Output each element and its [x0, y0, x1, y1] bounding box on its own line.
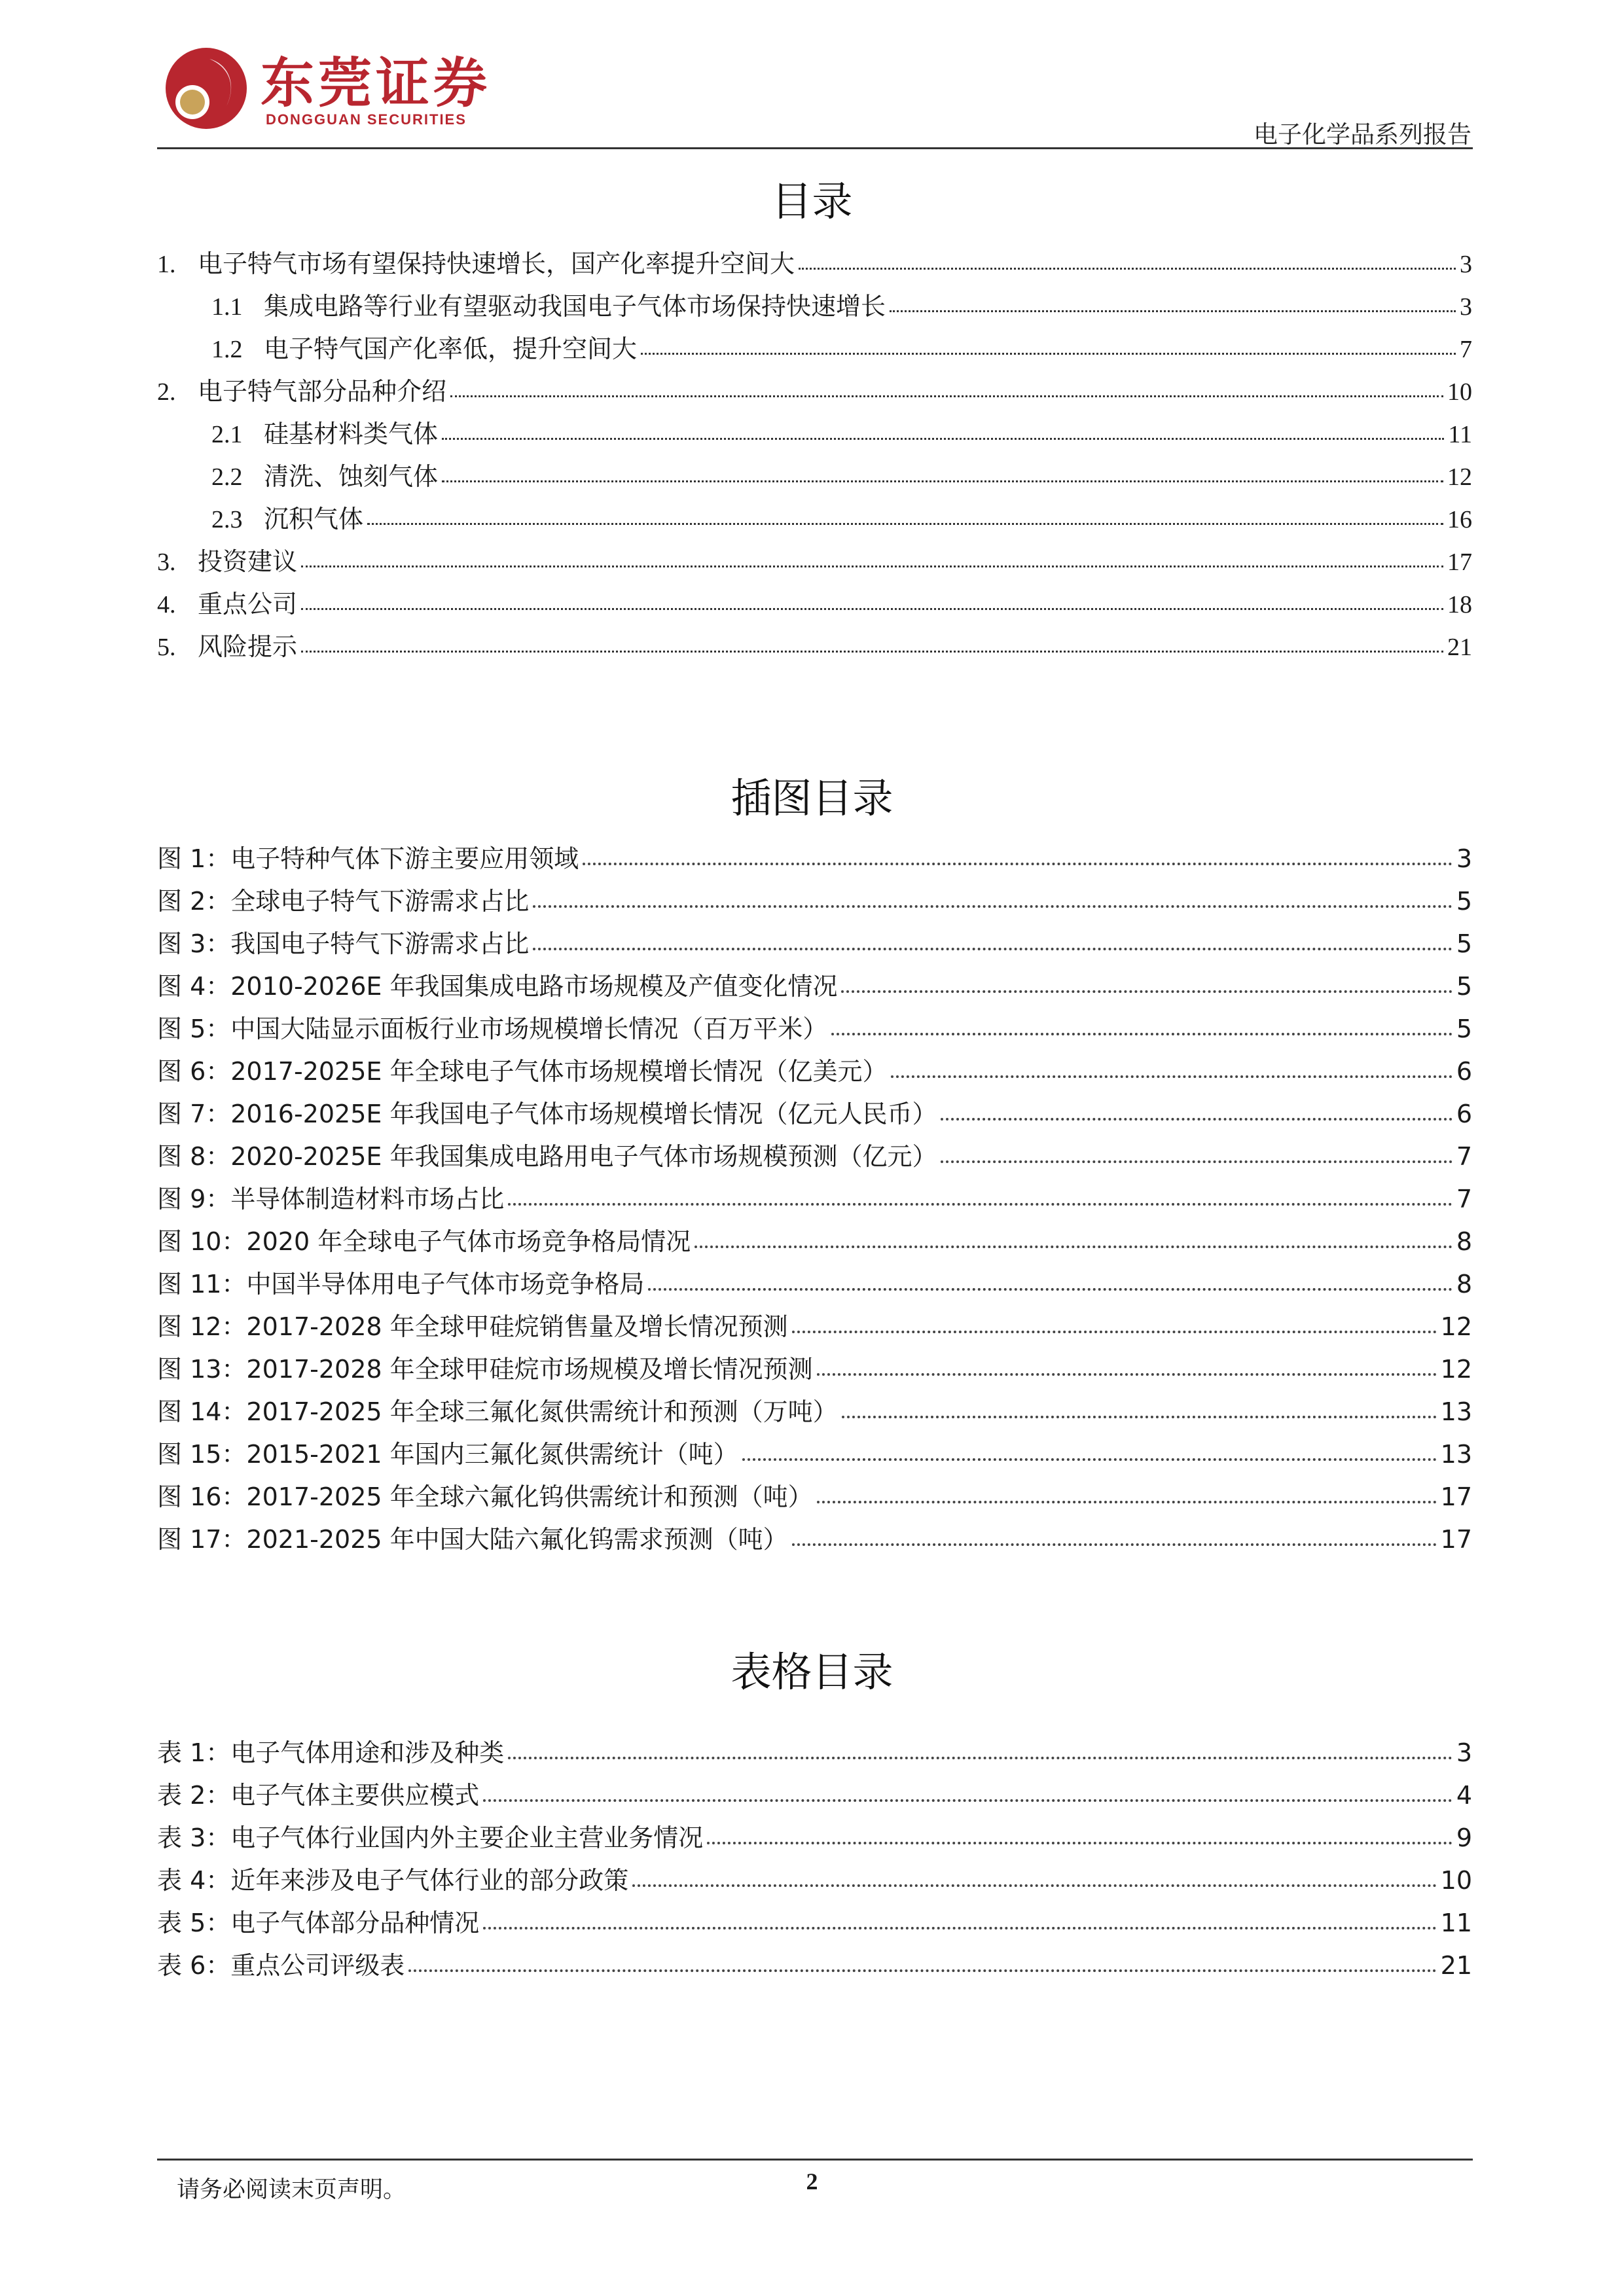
entry-page-number: 16: [1447, 506, 1472, 533]
dot-leader: [841, 970, 1452, 995]
entry-page-number: 8: [1456, 1270, 1472, 1299]
toc-entry[interactable]: [157, 371, 1472, 413]
entry-number: 4.: [157, 591, 176, 619]
dot-leader: [641, 332, 1456, 357]
entry-title: 图 15：2015-2021 年国内三氟化氮供需统计（吨）: [157, 1440, 738, 1469]
dot-leader: [533, 927, 1453, 952]
figure-entry[interactable]: [157, 1477, 1472, 1518]
entry-page-number: 3: [1460, 293, 1472, 321]
entry-title: 沉积气体: [264, 505, 364, 533]
entry-page-number: 3: [1460, 251, 1472, 278]
figure-entry[interactable]: [157, 1264, 1472, 1306]
entry-page-number: 9: [1456, 1823, 1472, 1852]
entry-page-number: 17: [1447, 548, 1472, 576]
entry-number: 1.1: [211, 293, 243, 321]
entry-title: 图 6：2017-2025E 年全球电子气体市场规模增长情况（亿美元）: [157, 1057, 888, 1086]
figures-title: 插图目录: [731, 774, 893, 822]
figure-entry[interactable]: [157, 924, 1472, 965]
entry-page-number: 5: [1456, 1014, 1472, 1043]
header-divider: [157, 147, 1473, 149]
table-entry[interactable]: [157, 1945, 1472, 1987]
entry-title: 重点公司: [198, 590, 298, 619]
dot-leader: [632, 1864, 1436, 1889]
entry-title: 图 8：2020-2025E 年我国集成电路用电子气体市场规模预测（亿元）: [157, 1142, 937, 1171]
dot-leader: [792, 1523, 1437, 1548]
entry-title: 图 4：2010-2026E 年我国集成电路市场规模及产值变化情况: [157, 972, 838, 1001]
dot-leader: [817, 1480, 1437, 1505]
entry-page-number: 6: [1456, 1057, 1472, 1086]
figure-entry[interactable]: [157, 1434, 1472, 1476]
dot-leader: [891, 1055, 1452, 1080]
entry-title: 图 12：2017-2028 年全球甲硅烷销售量及增长情况预测: [157, 1312, 788, 1341]
entry-title: 表 4：近年来涉及电子气体行业的部分政策: [157, 1866, 629, 1895]
entry-title: 电子特气市场有望保持快速增长，国产化率提升空间大: [198, 249, 795, 278]
figure-entry[interactable]: [157, 1136, 1472, 1178]
entry-page-number: 13: [1440, 1440, 1472, 1469]
entry-title: 图 5：中国大陆显示面板行业市场规模增长情况（百万平米）: [157, 1014, 828, 1043]
toc-entry[interactable]: [211, 499, 1472, 541]
toc-entry[interactable]: [211, 286, 1472, 328]
entry-title: 表 1：电子气体用途和涉及种类: [157, 1738, 505, 1767]
entry-title: 图 14：2017-2025 年全球三氟化氮供需统计和预测（万吨）: [157, 1397, 838, 1426]
entry-page-number: 21: [1440, 1951, 1472, 1980]
entry-page-number: 7: [1456, 1142, 1472, 1171]
dot-leader: [742, 1438, 1437, 1463]
dot-leader: [483, 1779, 1453, 1804]
entry-title: 集成电路等行业有望驱动我国电子气体市场保持快速增长: [264, 292, 886, 321]
table-entry[interactable]: [157, 1818, 1472, 1859]
entry-title: 图 3：我国电子特气下游需求占比: [157, 929, 530, 958]
figure-entry[interactable]: [157, 1391, 1472, 1433]
entry-title: 图 2：全球电子特气下游需求占比: [157, 887, 530, 916]
dot-leader: [817, 1353, 1437, 1378]
toc-title: 目录: [771, 177, 853, 225]
entry-title: 风险提示: [198, 632, 298, 661]
table-entry[interactable]: [157, 1775, 1472, 1817]
entry-title: 图 16：2017-2025 年全球六氟化钨供需统计和预测（吨）: [157, 1482, 813, 1511]
entry-page-number: 6: [1456, 1100, 1472, 1128]
entry-title: 清洗、蚀刻气体: [264, 462, 439, 491]
dot-leader: [695, 1225, 1453, 1250]
dot-leader: [508, 1736, 1453, 1761]
toc-entry[interactable]: [211, 456, 1472, 498]
dot-leader: [648, 1268, 1452, 1293]
entry-number: 2.3: [211, 506, 243, 533]
dot-leader: [301, 630, 1443, 655]
figure-entry[interactable]: [157, 1094, 1472, 1136]
entry-page-number: 8: [1456, 1227, 1472, 1256]
dot-leader: [442, 418, 1444, 442]
table-entry[interactable]: [157, 1732, 1472, 1774]
figure-entry[interactable]: [157, 1221, 1472, 1263]
dot-leader: [301, 545, 1443, 570]
toc-entry[interactable]: [157, 626, 1472, 668]
entry-number: 2.2: [211, 463, 243, 491]
table-entry[interactable]: [157, 1860, 1472, 1902]
page-number: 2: [806, 2168, 818, 2195]
dot-leader: [367, 503, 1443, 528]
entry-title: 表 5：电子气体部分品种情况: [157, 1909, 480, 1937]
toc-entry[interactable]: [211, 414, 1472, 456]
entry-page-number: 13: [1440, 1397, 1472, 1426]
figure-entry[interactable]: [157, 966, 1472, 1008]
company-logo: [164, 41, 504, 139]
entry-title: 硅基材料类气体: [264, 420, 439, 448]
figure-entry[interactable]: [157, 1306, 1472, 1348]
entry-page-number: 7: [1460, 336, 1472, 363]
figure-entry[interactable]: [157, 1519, 1472, 1561]
entry-title: 表 6：重点公司评级表: [157, 1951, 405, 1980]
dot-leader: [301, 588, 1443, 613]
dot-leader: [831, 1013, 1453, 1037]
report-series-label: 电子化学品系列报告: [1254, 120, 1471, 149]
entry-number: 1.: [157, 251, 176, 278]
dot-leader: [890, 290, 1456, 315]
entry-page-number: 5: [1456, 972, 1472, 1001]
entry-title: 电子特气部分品种介绍: [198, 377, 447, 406]
table-entry[interactable]: [157, 1903, 1472, 1945]
entry-number: 2.: [157, 378, 176, 406]
toc-entry[interactable]: [211, 329, 1472, 370]
entry-page-number: 10: [1440, 1866, 1472, 1895]
entry-page-number: 21: [1447, 634, 1472, 661]
entry-title: 图 17：2021-2025 年中国大陆六氟化钨需求预测（吨）: [157, 1525, 788, 1554]
entry-number: 2.1: [211, 421, 243, 448]
entry-title: 电子特气国产化率低，提升空间大: [264, 334, 638, 363]
entry-page-number: 3: [1456, 1738, 1472, 1767]
entry-title: 图 9：半导体制造材料市场占比: [157, 1185, 505, 1213]
entry-title: 图 11：中国半导体用电子气体市场竞争格局: [157, 1270, 645, 1299]
logo-text-en: DONGGUAN SECURITIES: [266, 111, 467, 128]
footer-divider: [157, 2159, 1473, 2161]
toc-entry[interactable]: [157, 541, 1472, 583]
dot-leader: [533, 885, 1453, 910]
tables-title: 表格目录: [731, 1648, 893, 1696]
dot-leader: [792, 1310, 1437, 1335]
entry-title: 图 1：电子特种气体下游主要应用领域: [157, 844, 579, 873]
dot-leader: [707, 1821, 1453, 1846]
dot-leader: [583, 842, 1453, 867]
entry-title: 图 10：2020 年全球电子气体市场竞争格局情况: [157, 1227, 691, 1256]
entry-title: 表 3：电子气体行业国内外主要企业主营业务情况: [157, 1823, 704, 1852]
entry-page-number: 17: [1440, 1482, 1472, 1511]
entry-title: 图 7：2016-2025E 年我国电子气体市场规模增长情况（亿元人民币）: [157, 1100, 937, 1128]
dot-leader: [442, 460, 1443, 485]
dot-leader: [941, 1098, 1452, 1122]
entry-page-number: 7: [1456, 1185, 1472, 1213]
entry-title: 投资建议: [198, 547, 298, 576]
entry-title: 表 2：电子气体主要供应模式: [157, 1781, 480, 1810]
logo-text-cn: 东莞证券: [261, 52, 492, 115]
entry-page-number: 3: [1456, 844, 1472, 873]
entry-page-number: 11: [1448, 421, 1472, 448]
figure-entry[interactable]: [157, 1179, 1472, 1221]
dot-leader: [483, 1907, 1436, 1931]
dot-leader: [408, 1949, 1436, 1974]
dot-leader: [508, 1183, 1453, 1208]
entry-page-number: 10: [1447, 378, 1472, 406]
entry-page-number: 12: [1440, 1355, 1472, 1384]
figure-entry[interactable]: [157, 881, 1472, 923]
entry-number: 3.: [157, 548, 176, 576]
figure-entry[interactable]: [157, 838, 1472, 880]
entry-page-number: 5: [1456, 929, 1472, 958]
logo-mark-icon: [164, 46, 249, 131]
entry-page-number: 4: [1456, 1781, 1472, 1810]
dot-leader: [941, 1140, 1452, 1165]
toc-entry[interactable]: [157, 243, 1472, 285]
entry-page-number: 12: [1440, 1312, 1472, 1341]
entry-number: 1.2: [211, 336, 243, 363]
dot-leader: [842, 1395, 1437, 1420]
figure-entry[interactable]: [157, 1009, 1472, 1050]
entry-page-number: 11: [1440, 1909, 1472, 1937]
entry-title: 图 13：2017-2028 年全球甲硅烷市场规模及增长情况预测: [157, 1355, 813, 1384]
entry-number: 5.: [157, 634, 176, 661]
figure-entry[interactable]: [157, 1051, 1472, 1093]
dot-leader: [450, 375, 1443, 400]
dot-leader: [799, 247, 1456, 272]
figure-entry[interactable]: [157, 1349, 1472, 1391]
entry-page-number: 18: [1447, 591, 1472, 619]
toc-entry[interactable]: [157, 584, 1472, 626]
disclaimer-note: 请务必阅读末页声明。: [177, 2177, 406, 2203]
entry-page-number: 5: [1456, 887, 1472, 916]
entry-page-number: 17: [1440, 1525, 1472, 1554]
entry-page-number: 12: [1447, 463, 1472, 491]
